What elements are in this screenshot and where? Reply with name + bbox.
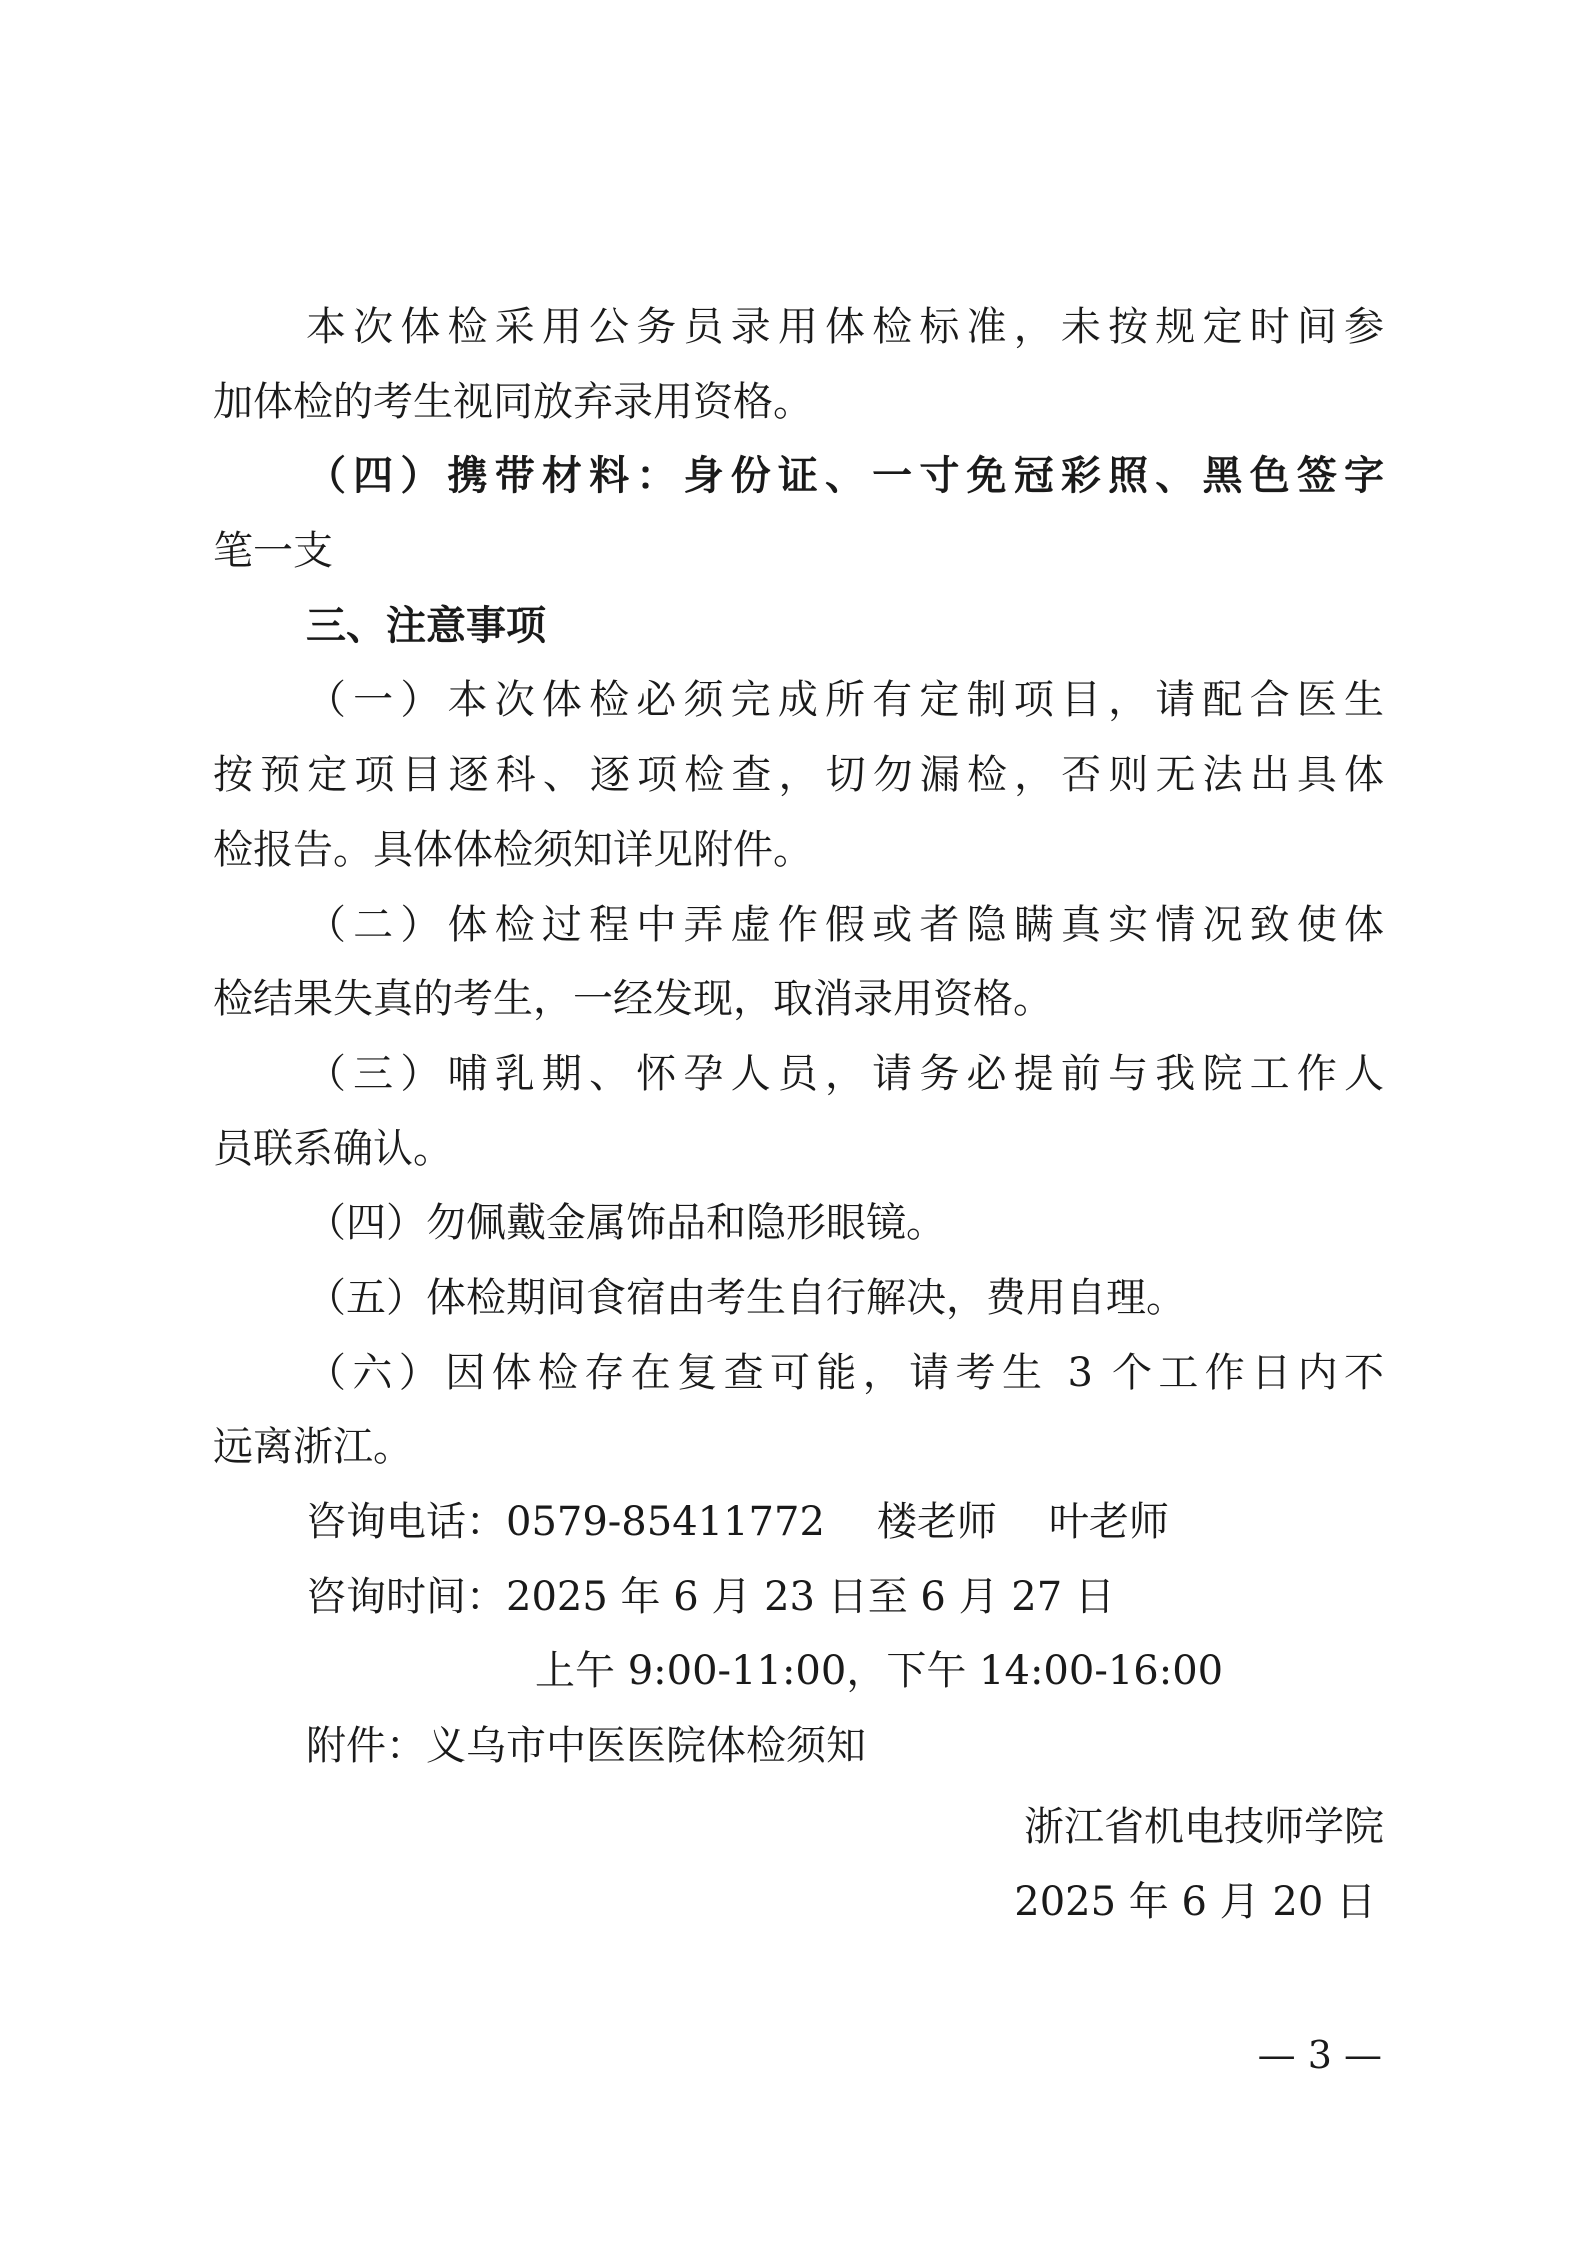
paragraph-line: （二）体检过程中弄虚作假或者隐瞒真实情况致使体 xyxy=(306,901,1384,948)
paragraph-line: 加体检的考生视同放弃录用资格。 xyxy=(213,378,813,425)
paragraph-line: 本次体检采用公务员录用体检标准，未按规定时间参 xyxy=(306,304,1384,350)
paragraph-line: 员联系确认。 xyxy=(213,1125,453,1172)
section-heading: 三、注意事项 xyxy=(306,601,546,649)
paragraph-line: 远离浙江。 xyxy=(213,1424,413,1471)
paragraph-line: （六）因体检存在复查可能，请考生 3 个工作日内不 xyxy=(306,1349,1384,1396)
paragraph-line: （四）勿佩戴金属饰品和隐形眼镜。 xyxy=(306,1200,946,1247)
paragraph-line: 检结果失真的考生，一经发现，取消录用资格。 xyxy=(213,976,1053,1023)
document-body xyxy=(213,290,1384,1784)
paragraph-line: 检报告。具体体检须知详见附件。 xyxy=(213,826,813,873)
page-number: — 3 — xyxy=(1257,2033,1382,2077)
signature-date: 2025 年 6 月 20 日 xyxy=(1014,1878,1376,1925)
paragraph-line: 按预定项目逐科、逐项检查，切勿漏检，否则无法出具体 xyxy=(213,752,1384,799)
paragraph-line: （四）携带材料：身份证、一寸免冠彩照、黑色签字 xyxy=(306,452,1384,500)
contact-teacher: 楼老师 xyxy=(876,1499,997,1545)
contact-time: 咨询时间：2025 年 6 月 23 日至 6 月 27 日 xyxy=(306,1573,1115,1620)
attachment-note: 附件：义乌市中医医院体检须知 xyxy=(306,1723,866,1770)
contact-teacher: 叶老师 xyxy=(1048,1499,1169,1545)
contact-phone: 咨询电话：0579-85411772 xyxy=(306,1499,825,1545)
signature-org: 浙江省机电技师学院 xyxy=(1024,1804,1384,1850)
paragraph-line: （三）哺乳期、怀孕人员，请务必提前与我院工作人 xyxy=(306,1050,1384,1097)
paragraph-line: 笔一支 xyxy=(213,528,333,575)
signature-block xyxy=(1014,1790,1384,1939)
paragraph-line: （五）体检期间食宿由考生自行解决，费用自理。 xyxy=(306,1274,1186,1321)
paragraph-line: （一）本次体检必须完成所有定制项目，请配合医生 xyxy=(306,677,1384,724)
contact-phone-line xyxy=(213,1485,1384,1560)
contact-time-detail: 上午 9:00-11:00，下午 14:00-16:00 xyxy=(535,1648,1224,1695)
